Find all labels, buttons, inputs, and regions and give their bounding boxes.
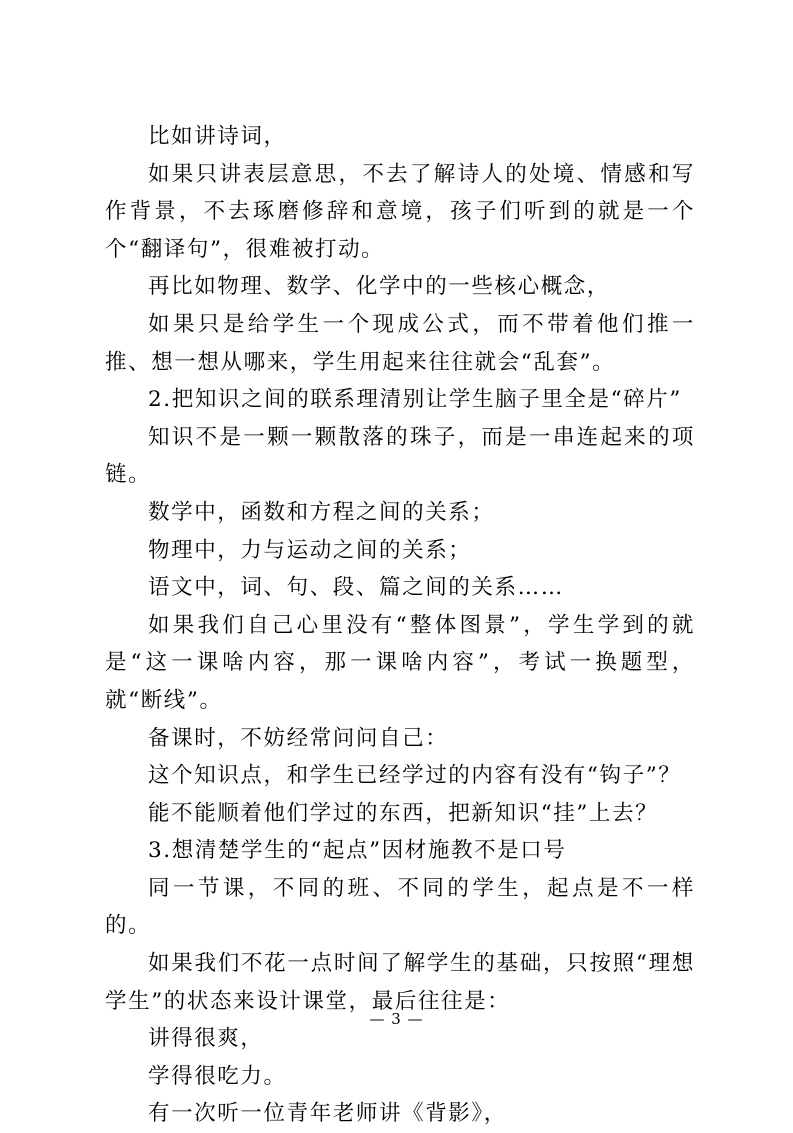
paragraph: 数学中，函数和方程之间的关系；: [148, 499, 495, 525]
paragraph: 比如讲诗词，: [148, 124, 287, 149]
paragraph: 如果只讲表层意思，不去了解诗人的处境、情感和写作背景，不去琢磨修辞和意境，孩子们听到的就是一个个“翻译句”，很难被打动。: [105, 161, 695, 262]
section-heading: 3.想清楚学生的“起点”因材施教不是口号: [148, 838, 567, 864]
paragraph: 学得很吃力。: [148, 1063, 287, 1089]
paragraph: 同一节课，不同的班、不同的学生，起点是不一样的。: [105, 875, 695, 939]
paragraph: 物理中，力与运动之间的关系；: [148, 537, 472, 563]
paragraph: 备课时，不妨经常问问自己：: [148, 725, 449, 751]
paragraph: 如果只是给学生一个现成公式，而不带着他们推一推、想一想从哪来，学生用起来往往就会“乱套”。: [105, 311, 695, 375]
paragraph: 能不能顺着他们学过的东西，把新知识“挂”上去？: [148, 800, 659, 826]
paragraph: 知识不是一颗一颗散落的珠子，而是一串连起来的项链。: [105, 424, 695, 488]
paragraph: 如果我们自己心里没有“整体图景”，学生学到的就是“这一课啥内容，那一课啥内容”，考试一换题型，就“断线”。: [105, 612, 695, 713]
page-number: — 3 —: [369, 1010, 424, 1028]
paragraph: 讲得很爽，: [148, 1026, 264, 1052]
section-heading: 2.把知识之间的联系理清别让学生脑子里全是“碎片”: [148, 387, 682, 413]
paragraph: 有一次听一位青年老师讲《背影》，: [148, 1101, 507, 1127]
paragraph: 语文中，词、句、段、篇之间的关系……: [148, 575, 564, 601]
body-text: [105, 118, 695, 1133]
paragraph: 如果我们不花一点时间了解学生的基础，只按照“理想学生”的状态来设计课堂，最后往往是：: [105, 951, 695, 1014]
paragraph: 再比如物理、数学、化学中的一些核心概念，: [148, 274, 611, 300]
paragraph: 这个知识点，和学生已经学过的内容有没有“钩子”？: [148, 763, 682, 789]
